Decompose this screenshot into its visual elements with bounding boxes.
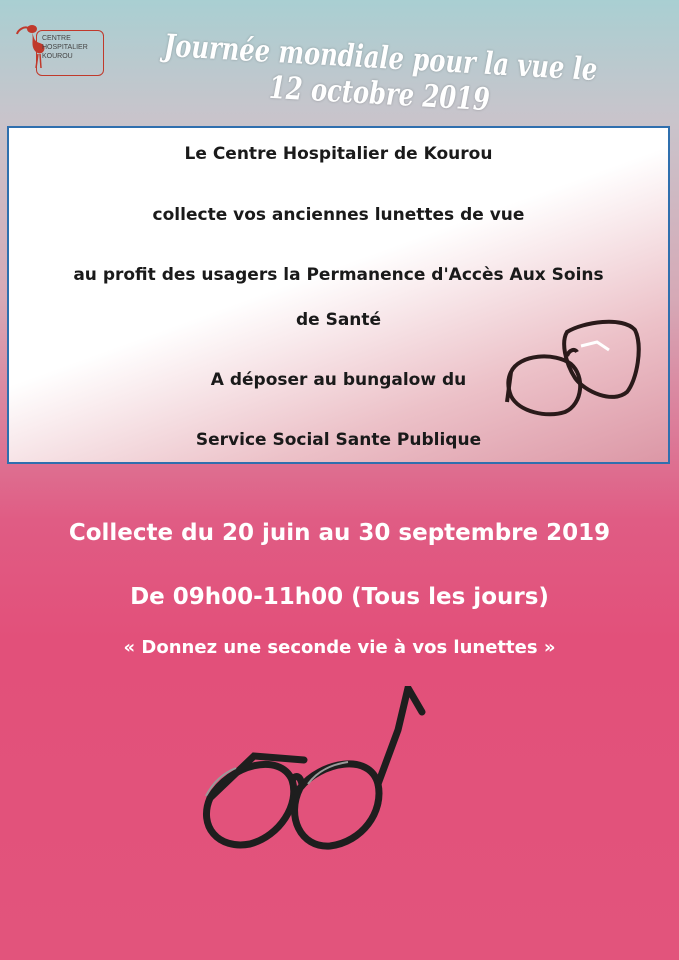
panel-line-2: collecte vos anciennes lunettes de vue	[152, 205, 525, 225]
panel-line-1: Le Centre Hospitalier de Kourou	[184, 144, 493, 164]
glasses-icon	[505, 312, 645, 422]
logo-line-3: KOUROU	[42, 53, 73, 60]
panel-line-3a: au profit des usagers la Permanence d'Accès Aux Soins	[73, 265, 604, 285]
collecte-dates: Collecte du 20 juin au 30 septembre 2019	[68, 520, 611, 546]
logo-line-2: HOSPITALIER	[42, 44, 88, 51]
page-title: Journée mondiale pour la vue le 12 octobre 2019	[163, 27, 598, 119]
collecte-hours: De 09h00-11h00 (Tous les jours)	[130, 584, 549, 610]
logo-text	[42, 34, 88, 61]
panel-line-4: A déposer au bungalow du	[210, 370, 467, 390]
panel-line-3b: de Santé	[295, 310, 382, 330]
logo-line-1: CENTRE	[42, 35, 71, 42]
collecte-slogan: « Donnez une seconde vie à vos lunettes »	[123, 637, 556, 658]
panel-line-5: Service Social Sante Publique	[195, 430, 482, 450]
hospital-logo	[14, 14, 94, 78]
glasses-icon	[180, 686, 450, 886]
